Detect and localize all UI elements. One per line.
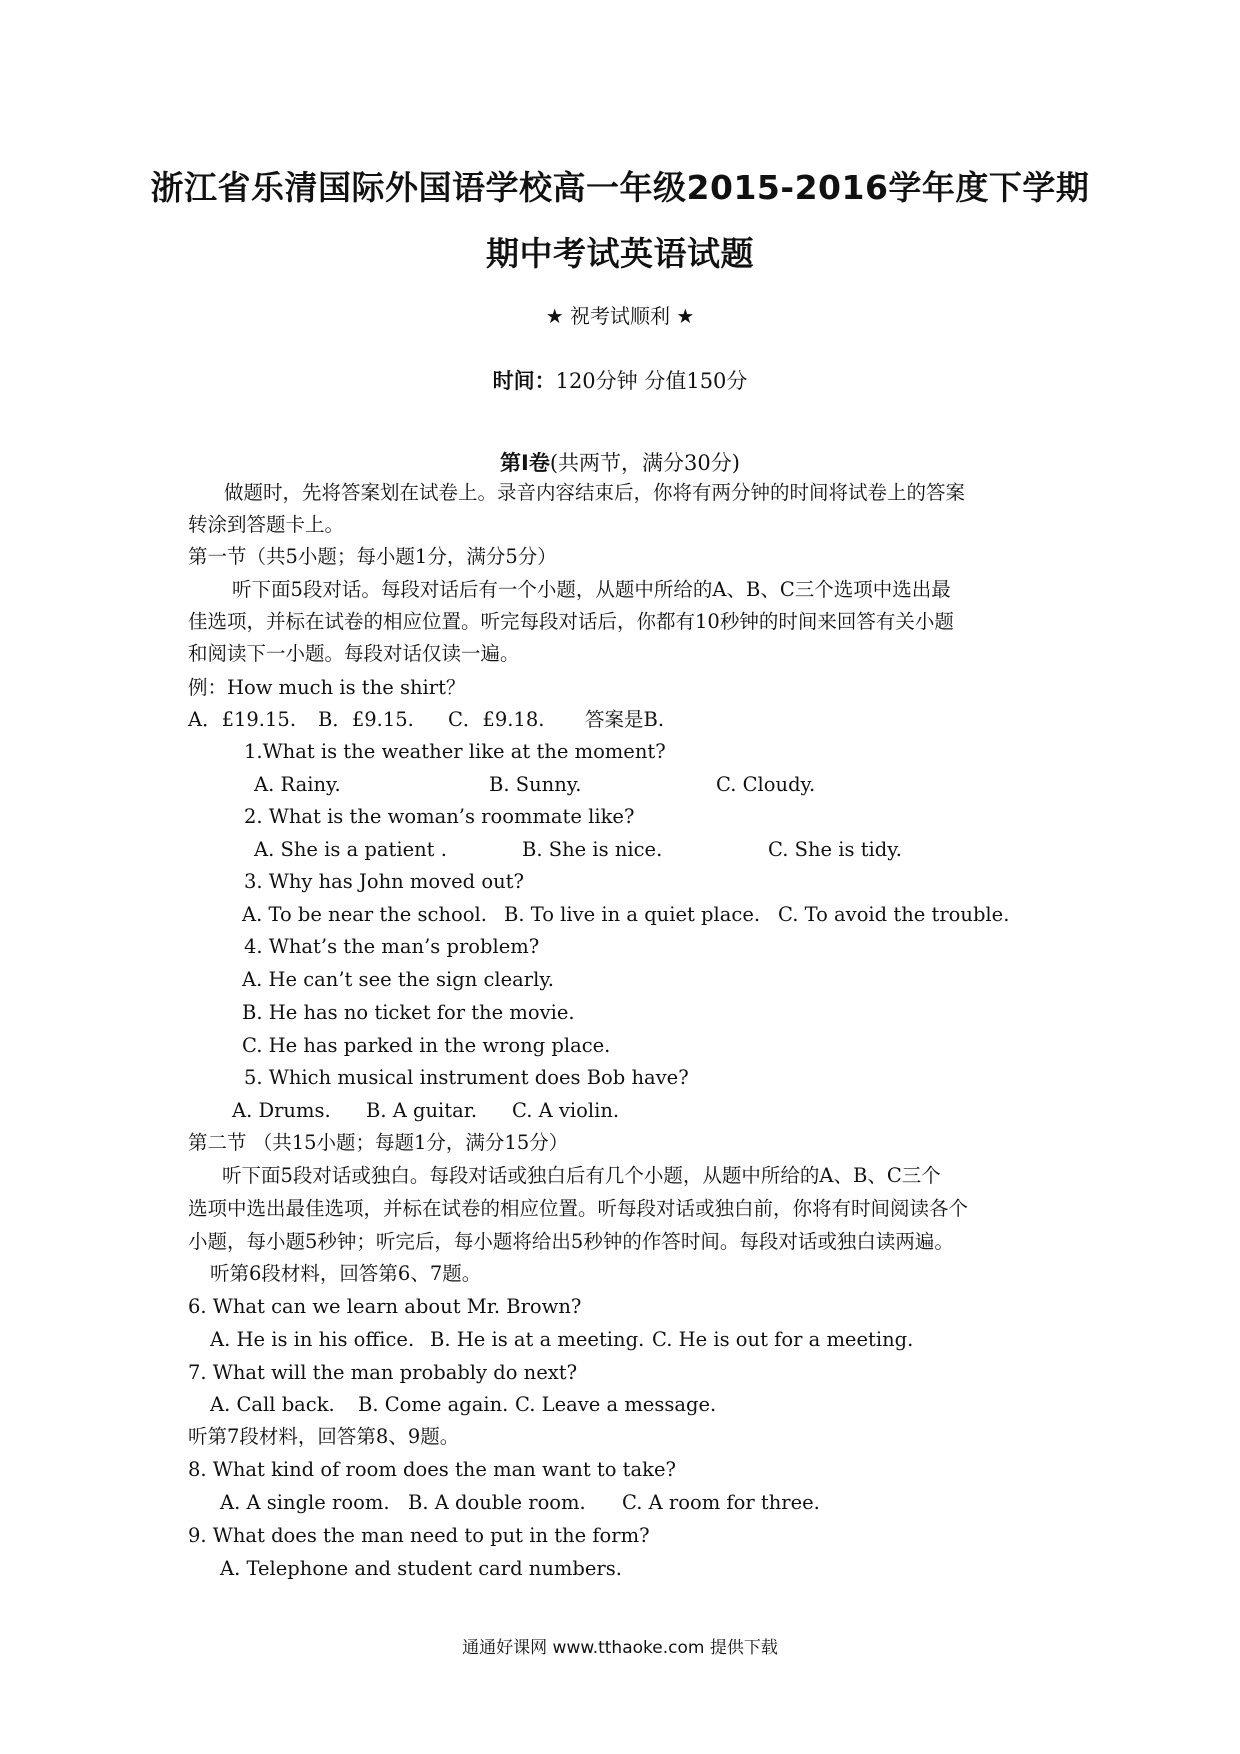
section2-heading: 第二节 （共15小题；每题1分，满分15分） xyxy=(188,1131,569,1154)
time-label: 时间： xyxy=(492,369,556,393)
q3-option-a: A. To be near the school. xyxy=(242,903,487,926)
q3-option-b: B. To live in a quiet place. xyxy=(504,903,761,926)
section1-instruction-line3: 和阅读下一小题。每段对话仅读一遍。 xyxy=(188,642,520,665)
example-answer: 答案是B. xyxy=(585,708,665,731)
q4-option-c: C. He has parked in the wrong place. xyxy=(242,1034,611,1057)
example-option-a: A．£19.15. xyxy=(188,708,297,731)
q7-option-b: B. Come again. xyxy=(358,1393,509,1416)
q1-option-a: A. Rainy. xyxy=(254,773,341,796)
q2-option-a: A. She is a patient . xyxy=(254,838,447,861)
section2-instruction-line3: 小题，每小题5秒钟；听完后，每小题将给出5秒钟的作答时间。每段对话或独白读两遍。 xyxy=(188,1230,954,1253)
q2-option-c: C. She is tidy. xyxy=(768,838,902,861)
q5-option-b: B. A guitar. xyxy=(366,1099,478,1122)
question-7: 7. What will the man probably do next? xyxy=(188,1361,578,1384)
q1-option-c: C. Cloudy. xyxy=(716,773,816,796)
question-3: 3. Why has John moved out? xyxy=(244,870,524,893)
question-5: 5. Which musical instrument does Bob have? xyxy=(244,1066,689,1089)
example-option-b: B．£9.15. xyxy=(318,708,414,731)
section1-heading: 第一节（共5小题；每小题1分，满分5分） xyxy=(188,545,557,568)
material-6-heading: 听第6段材料，回答第6、7题。 xyxy=(210,1262,482,1285)
part1-instruction-line2: 转涂到答题卡上。 xyxy=(188,513,345,536)
exam-title-line1: 浙江省乐清国际外国语学校高一年级2015-2016学年度下学期 xyxy=(150,168,1090,207)
q5-option-a: A. Drums. xyxy=(232,1099,331,1122)
q4-option-a: A. He can’t see the sign clearly. xyxy=(242,968,554,991)
question-9: 9. What does the man need to put in the form? xyxy=(188,1524,650,1547)
question-2: 2. What is the woman’s roommate like? xyxy=(244,805,635,828)
q6-option-b: B. He is at a meeting. xyxy=(430,1328,645,1351)
good-luck-line: ★ 祝考试顺利 ★ xyxy=(545,304,695,328)
time-value: 120分钟 分值150分 xyxy=(555,369,748,393)
part1-heading-bold: 第Ⅰ卷 xyxy=(500,451,550,475)
part1-heading-rest: (共两节，满分30分) xyxy=(549,451,740,475)
q6-option-a: A. He is in his office. xyxy=(210,1328,415,1351)
question-8: 8. What kind of room does the man want to take? xyxy=(188,1458,676,1481)
part1-instruction-line1: 做题时，先将答案划在试卷上。录音内容结束后，你将有两分钟的时间将试卷上的答案 xyxy=(224,481,966,504)
exam-title-line2: 期中考试英语试题 xyxy=(486,234,754,273)
q4-option-b: B. He has no ticket for the movie. xyxy=(242,1001,575,1024)
example-question: 例：How much is the shirt？ xyxy=(188,676,466,699)
question-1: 1.What is the weather like at the moment? xyxy=(244,740,666,763)
q7-option-a: A. Call back. xyxy=(210,1393,335,1416)
section2-instruction-line1: 听下面5段对话或独白。每段对话或独白后有几个小题，从题中所给的A、B、C三个 xyxy=(222,1164,941,1187)
section1-instruction-line1: 听下面5段对话。每段对话后有一个小题，从题中所给的A、B、C三个选项中选出最 xyxy=(232,578,951,601)
q2-option-b: B. She is nice. xyxy=(522,838,663,861)
q9-option-a: A. Telephone and student card numbers. xyxy=(220,1557,622,1580)
question-4: 4. What’s the man’s problem? xyxy=(244,935,540,958)
q3-option-c: C. To avoid the trouble. xyxy=(778,903,1010,926)
footer-download-note: 通通好课网 www.tthaoke.com 提供下载 xyxy=(462,1638,778,1658)
section1-instruction-line2: 佳选项，并标在试卷的相应位置。听完每段对话后，你都有10秒钟的时间来回答有关小题 xyxy=(188,610,954,633)
material-7-heading: 听第7段材料，回答第8、9题。 xyxy=(188,1425,460,1448)
time-info xyxy=(0,365,1240,395)
example-option-c: C．£9.18. xyxy=(448,708,545,731)
section2-instruction-line2: 选项中选出最佳选项，并标在试卷的相应位置。听每段对话或独白前，你将有时间阅读各个 xyxy=(188,1197,969,1220)
q8-option-c: C. A room for three. xyxy=(622,1491,820,1514)
q8-option-a: A. A single room. xyxy=(220,1491,390,1514)
q6-option-c: C. He is out for a meeting. xyxy=(652,1328,914,1351)
q8-option-b: B. A double room. xyxy=(408,1491,586,1514)
part1-heading xyxy=(0,447,1240,477)
q5-option-c: C. A violin. xyxy=(512,1099,620,1122)
q7-option-c: C. Leave a message. xyxy=(515,1393,717,1416)
q1-option-b: B. Sunny. xyxy=(489,773,582,796)
question-6: 6. What can we learn about Mr. Brown? xyxy=(188,1295,582,1318)
